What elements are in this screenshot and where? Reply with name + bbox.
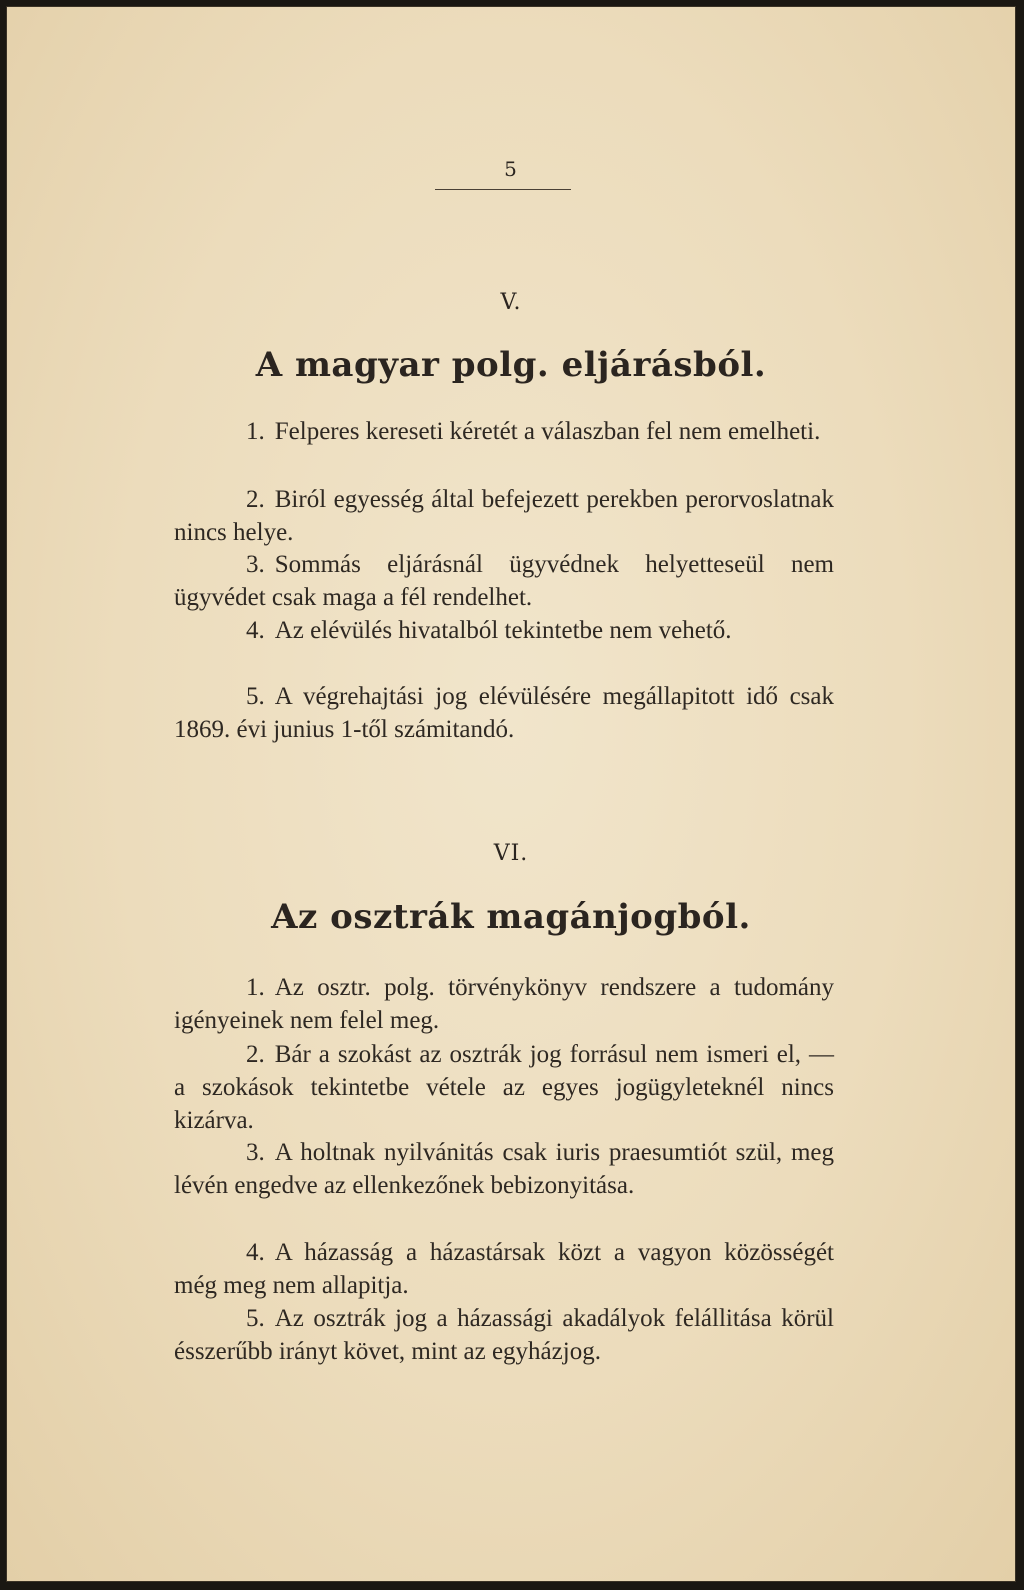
item-number: 1. [246,418,265,445]
item-number: 3. [246,551,265,578]
section-numeral-vi: VI. [493,841,529,866]
list-item [174,483,834,549]
item-text: Bár a szokást az osztrák jog forrásul nem ismeri el, — a szokások tekintetbe vétele az egyes jogügyleteknél nincs kizárva. [174,1041,834,1134]
item-number: 5. [246,683,265,710]
list-item [174,1038,834,1137]
list-item [174,971,834,1037]
list-item [174,548,834,614]
item-text: Biról egyesség által befejezett perekben perorvoslatnak nincs helye. [174,486,834,546]
list-item [174,614,834,647]
item-number: 4. [246,617,265,644]
list-item [174,415,834,448]
page-number-rule [435,189,571,190]
item-number: 5. [246,1305,265,1332]
item-number: 4. [246,1239,265,1266]
item-text: Az elévülés hivatalból tekintetbe nem vehető. [274,617,732,644]
item-number: 2. [246,486,265,513]
item-text: Az osztr. polg. törvénykönyv rendszere a tudomány igényeinek nem felel meg. [174,974,834,1034]
document-page [6,6,1016,1582]
item-text: A végrehajtási jog elévülésére megállapitott idő csak 1869. évi junius 1-től számitandó. [174,683,834,743]
item-text: A holtnak nyilvánitás csak iuris praesumtiót szül, meg lévén engedve az ellenkezőnek bebizonyitása. [174,1139,834,1199]
list-item [174,680,834,746]
item-text: Az osztrák jog a házassági akadályok felállitása körül ésszerűbb irányt követ, mint az egyházjog. [174,1305,834,1365]
item-number: 3. [246,1139,265,1166]
item-number: 2. [246,1041,265,1068]
list-item [174,1302,834,1368]
section-numeral-v: V. [500,290,522,315]
page-number: 5 [504,157,518,181]
section-title-vi: Az osztrák magánjogból. [271,897,751,937]
item-text: A házasság a házastársak közt a vagyon közösségét még meg nem allapitja. [174,1239,834,1299]
item-text: Sommás eljárásnál ügyvédnek helyetteseül nem ügyvédet csak maga a fél rendelhet. [174,551,834,611]
item-text: Felperes kereseti kéretét a válaszban fel nem emelheti. [274,418,821,445]
item-number: 1. [246,974,265,1001]
list-item [174,1236,834,1302]
list-item [174,1136,834,1202]
section-title-v: A magyar polg. eljárásból. [255,345,767,385]
